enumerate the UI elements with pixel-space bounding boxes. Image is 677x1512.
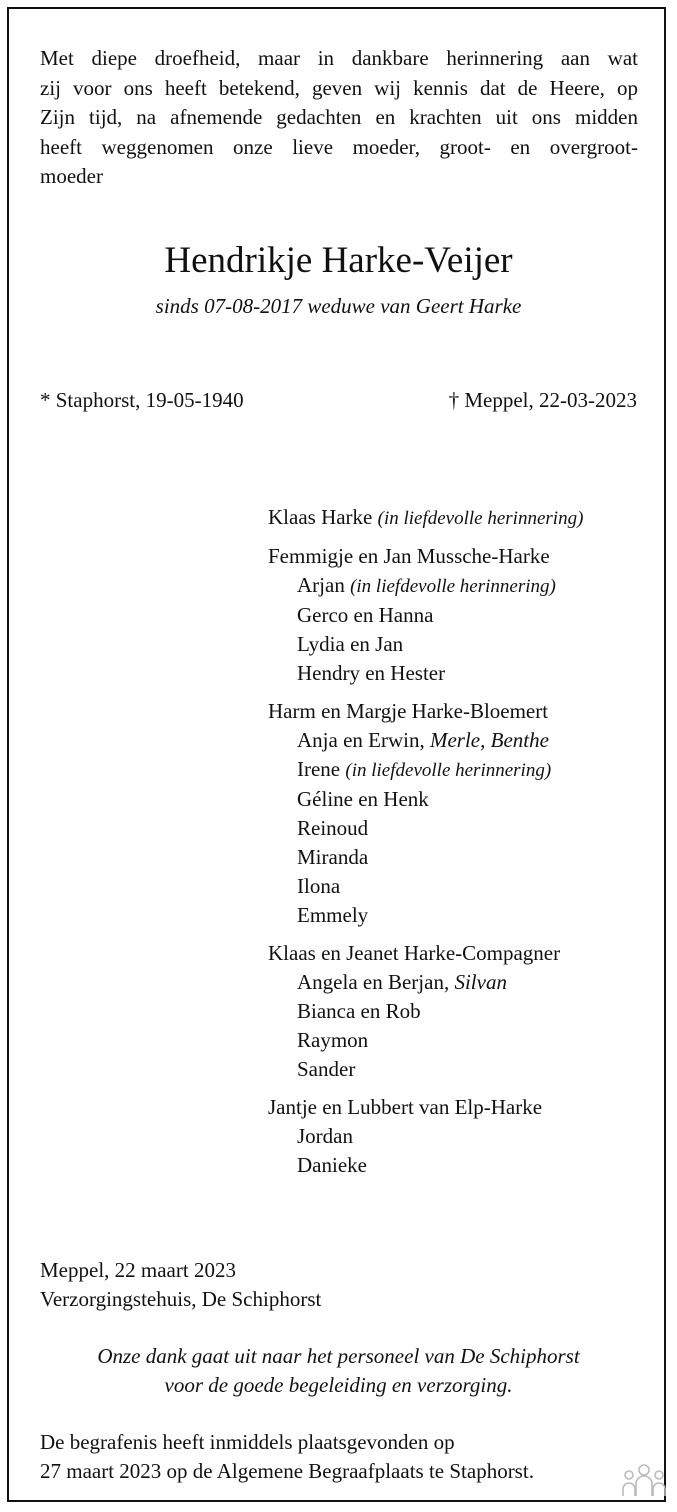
intro-line: heeft weggenomen onze lieve moeder, groot- en overgroot- — [40, 134, 638, 159]
family-member: Miranda — [297, 845, 369, 869]
family-group — [268, 542, 648, 688]
widow-line: sinds 07-08-2017 weduwe van Geert Harke — [155, 294, 522, 318]
family-member: Géline en Henk — [297, 787, 429, 811]
family-group — [268, 1093, 648, 1180]
family-member: Hendry en Hester — [297, 661, 446, 685]
family-member: Reinoud — [297, 816, 369, 840]
birth-line: * Staphorst, 19-05-1940 — [40, 388, 244, 412]
intro-line: zij voor ons heeft betekend, geven wij kennis dat de Heere, op — [40, 75, 638, 100]
memorial-note: (in liefdevolle herinnering) — [377, 508, 584, 529]
family-member: Gerco en Hanna — [297, 603, 434, 627]
family-member: Arjan (in liefdevolle herinnering) — [297, 573, 556, 597]
intro-line: moeder — [40, 164, 103, 188]
thanks-line: Onze dank gaat uit naar het personeel van De Schiphorst — [97, 1344, 580, 1368]
family-head: Jantje en Lubbert van Elp-Harke — [268, 1095, 543, 1119]
family-group — [268, 503, 648, 533]
family-member: Angela en Berjan, Silvan — [297, 970, 507, 994]
people-group-icon — [621, 1462, 667, 1498]
death-line: † Meppel, 22-03-2023 — [448, 388, 637, 412]
memorial-note: (in liefdevolle herinnering) — [345, 760, 552, 781]
funeral-line: 27 maart 2023 op de Algemene Begraafplaats te Staphorst. — [40, 1459, 534, 1483]
funeral-line: De begrafenis heeft inmiddels plaatsgevonden op — [40, 1430, 455, 1454]
family-member: Irene (in liefdevolle herinnering) — [297, 757, 552, 781]
residence-line: Verzorgingstehuis, De Schiphorst — [40, 1287, 322, 1311]
thanks-line: voor de goede begeleiding en verzorging. — [164, 1373, 513, 1397]
family-member: Raymon — [297, 1028, 369, 1052]
funeral-note — [40, 1428, 534, 1486]
family-head: Klaas Harke (in liefdevolle herinnering) — [268, 505, 584, 529]
family-head: Klaas en Jeanet Harke-Compagner — [268, 941, 561, 965]
family-member: Sander — [297, 1057, 356, 1081]
family-group — [268, 939, 648, 1084]
place-date — [40, 1256, 321, 1314]
family-member: Lydia en Jan — [297, 632, 404, 656]
intro-text — [40, 44, 638, 192]
family-member: Jordan — [297, 1124, 353, 1148]
family-head: Femmigje en Jan Mussche-Harke — [268, 544, 550, 568]
family-member: Bianca en Rob — [297, 999, 421, 1023]
family-head: Harm en Margje Harke-Bloemert — [268, 699, 549, 723]
family-member: Anja en Erwin, Merle, Benthe — [297, 728, 549, 752]
place-date-line: Meppel, 22 maart 2023 — [40, 1258, 236, 1282]
grandchildren-names: Silvan — [454, 970, 507, 994]
intro-line: Met diepe droefheid, maar in dankbare herinnering aan wat — [40, 46, 638, 70]
grandchildren-names: Merle, Benthe — [429, 728, 549, 752]
memorial-note: (in liefdevolle herinnering) — [350, 576, 556, 597]
family-group — [268, 697, 648, 930]
family-member: Emmely — [297, 903, 369, 927]
family-member: Danieke — [297, 1153, 367, 1177]
family-member: Ilona — [297, 874, 341, 898]
intro-line: Zijn tijd, na afnemende gedachten en krachten uit ons midden — [40, 105, 638, 129]
deceased-name: Hendrikje Harke-Veijer — [164, 240, 513, 281]
family-list — [268, 503, 648, 1189]
thanks-note — [0, 1342, 677, 1400]
